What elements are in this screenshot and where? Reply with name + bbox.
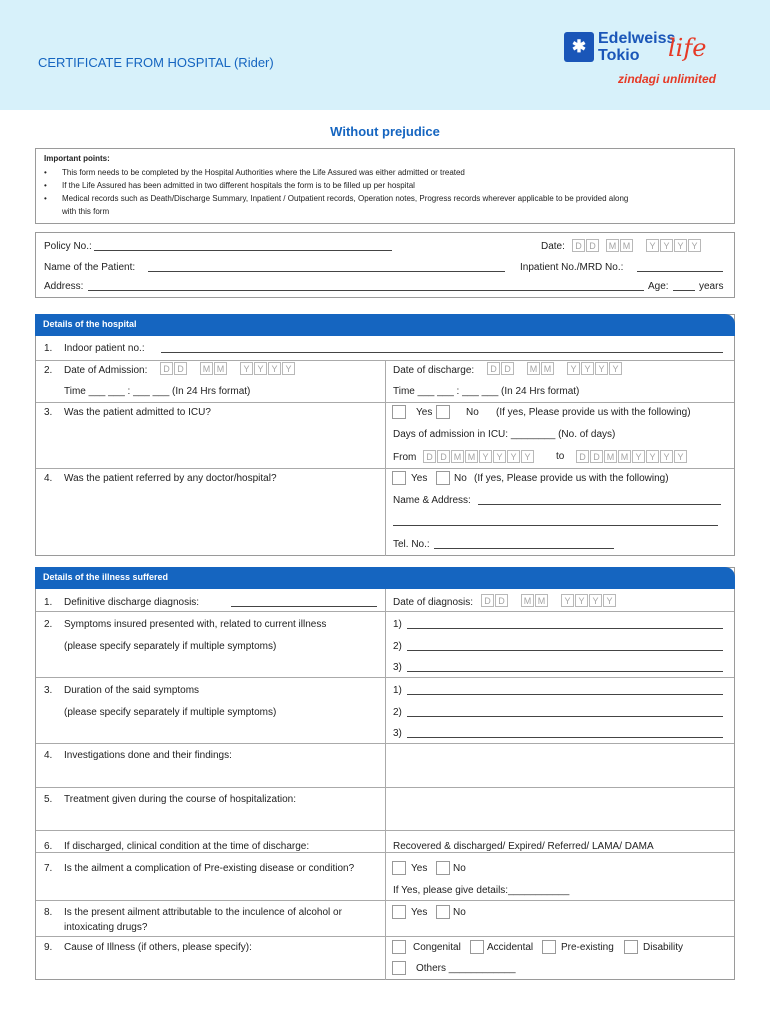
age-field[interactable] — [673, 281, 695, 291]
investigations-field[interactable] — [386, 744, 734, 787]
name-address-field-2[interactable] — [393, 516, 718, 526]
age-label: Age: — [648, 281, 669, 292]
diagnosis-date-label: Date of diagnosis: — [393, 597, 474, 608]
diagnosis-label: Definitive discharge diagnosis: — [64, 597, 200, 608]
logo-line1: Edelweiss — [598, 30, 676, 47]
important-points-box: Important points: • This form needs to be completed by the Hospital Authorities where the Life Assured was either admitted or treated • If the Life Assured has been admitted in two different hospitals the form is to be filled up per hospital • Medical records such as Death/Discharge Summary, Inpatient / Outpatient records, Operation notes, Progress records wherever applicable to be provided along with this form — [35, 148, 735, 224]
icu-from-date[interactable]: D D M M Y Y Y Y — [423, 450, 535, 463]
icu-days[interactable]: Days of admission in ICU: ________ (No. of days) — [393, 429, 616, 440]
icu-question: Was the patient admitted to ICU? — [64, 407, 211, 418]
cause-question: Cause of Illness (if others, please specify): — [64, 942, 252, 953]
illness-section — [35, 567, 735, 980]
item-number: 1) — [393, 619, 402, 630]
icu-to-date[interactable]: D D M M Y Y Y Y — [576, 450, 688, 463]
item-number: 2) — [393, 707, 402, 718]
symptom-field-3[interactable] — [407, 662, 723, 672]
alcohol-question-cont: intoxicating drugs? — [64, 922, 148, 933]
preexisting-label: Pre-existing — [561, 942, 614, 953]
tel-field[interactable] — [434, 539, 614, 549]
address-field[interactable] — [88, 281, 644, 291]
others-checkbox[interactable] — [392, 961, 406, 975]
referral-yes-checkbox[interactable] — [392, 471, 406, 485]
q-number: 5. — [44, 794, 53, 805]
referral-question: Was the patient referred by any doctor/hospital? — [64, 473, 277, 484]
referral-hint: (If yes, Please provide us with the following) — [474, 473, 669, 484]
illness-section-heading: Details of the illness suffered — [35, 567, 735, 589]
logo-script: life — [668, 34, 707, 62]
no-label: No — [466, 407, 479, 418]
no-label: No — [454, 473, 467, 484]
duration-sub: (please specify separately if multiple symptoms) — [64, 707, 277, 718]
indoor-patient-label: Indoor patient no.: — [64, 343, 145, 354]
disability-checkbox[interactable] — [624, 940, 638, 954]
congenital-checkbox[interactable] — [392, 940, 406, 954]
yes-label: Yes — [411, 907, 428, 918]
q-number: 2. — [44, 365, 53, 376]
brand-logo — [564, 30, 734, 92]
policy-no-field[interactable] — [94, 241, 392, 251]
logo-line2: Tokio — [598, 47, 640, 64]
icu-no-checkbox[interactable] — [436, 405, 450, 419]
clinical-condition-options[interactable]: Recovered & discharged/ Expired/ Referred/ LAMA/ DAMA — [393, 841, 654, 852]
important-heading: Important points: — [44, 154, 110, 163]
preexisting-no-checkbox[interactable] — [436, 861, 450, 875]
star-icon: ✱ — [564, 32, 594, 62]
no-label: No — [453, 907, 466, 918]
q-number: 9. — [44, 942, 53, 953]
discharge-time[interactable]: Time ___ ___ : ___ ___ (In 24 Hrs format) — [393, 386, 580, 397]
preexisting-yes-checkbox[interactable] — [392, 861, 406, 875]
inpatient-no-field[interactable] — [637, 262, 723, 272]
name-address-label: Name & Address: — [393, 495, 471, 506]
alcohol-yes-checkbox[interactable] — [392, 905, 406, 919]
discharge-date-field[interactable]: D D M M Y Y Y Y — [487, 362, 623, 375]
admission-time[interactable]: Time ___ ___ : ___ ___ (In 24 Hrs format) — [64, 386, 251, 397]
to-label: to — [556, 451, 565, 462]
policy-no-label: Policy No.: — [44, 241, 92, 252]
date-field[interactable]: D D M M Y Y Y Y — [572, 239, 702, 252]
admission-date-label: Date of Admission: — [64, 365, 148, 376]
inpatient-no-label: Inpatient No./MRD No.: — [520, 262, 624, 273]
q-number: 4. — [44, 750, 53, 761]
alcohol-no-checkbox[interactable] — [436, 905, 450, 919]
investigations-label: Investigations done and their findings: — [64, 750, 232, 761]
q-number: 8. — [44, 907, 53, 918]
subtitle: Without prejudice — [330, 124, 440, 139]
duration-label: Duration of the said symptoms — [64, 685, 200, 696]
treatment-label: Treatment given during the course of hospitalization: — [64, 794, 296, 805]
congenital-label: Congenital — [413, 942, 461, 953]
symptom-field-1[interactable] — [407, 619, 723, 629]
indoor-patient-field[interactable] — [161, 343, 723, 353]
date-label: Date: — [541, 241, 565, 252]
from-label: From — [393, 452, 417, 463]
tel-label: Tel. No.: — [393, 539, 430, 550]
policy-details-box — [35, 232, 735, 298]
yes-label: Yes — [411, 863, 428, 874]
address-label: Address: — [44, 281, 84, 292]
duration-field-3[interactable] — [407, 728, 723, 738]
accidental-checkbox[interactable] — [470, 940, 484, 954]
yes-label: Yes — [416, 407, 433, 418]
page-title: CERTIFICATE FROM HOSPITAL (Rider) — [38, 55, 274, 70]
disability-label: Disability — [643, 942, 684, 953]
years-label: years — [699, 281, 724, 292]
q-number: 4. — [44, 473, 53, 484]
icu-hint: (If yes, Please provide us with the following) — [496, 407, 691, 418]
preexisting-checkbox[interactable] — [542, 940, 556, 954]
referral-no-checkbox[interactable] — [436, 471, 450, 485]
diagnosis-date-field[interactable]: D D M M Y Y Y Y — [481, 594, 617, 607]
symptom-field-2[interactable] — [407, 641, 723, 651]
item-number: 3) — [393, 728, 402, 739]
preexisting-details[interactable]: If Yes, please give details:___________ — [393, 885, 570, 896]
q-number: 1. — [44, 597, 53, 608]
q-number: 7. — [44, 863, 53, 874]
q-number: 1. — [44, 343, 53, 354]
item-number: 3) — [393, 662, 402, 673]
logo-tagline: zindagi unlimited — [618, 72, 716, 86]
q-number: 2. — [44, 619, 53, 630]
clinical-condition-label: If discharged, clinical condition at the time of discharge: — [64, 841, 310, 852]
hospital-section-heading: Details of the hospital — [35, 314, 735, 336]
duration-field-1[interactable] — [407, 685, 723, 695]
q-number: 3. — [44, 407, 53, 418]
diagnosis-field[interactable] — [231, 597, 377, 607]
item-number: 1) — [393, 685, 402, 696]
discharge-date-label: Date of discharge: — [393, 365, 475, 376]
icu-yes-checkbox[interactable] — [392, 405, 406, 419]
alcohol-question: Is the present ailment attributable to the inculence of alcohol or — [64, 907, 342, 918]
no-label: No — [453, 863, 466, 874]
treatment-field[interactable] — [386, 788, 734, 830]
yes-label: Yes — [411, 473, 428, 484]
symptoms-label: Symptoms insured presented with, related to current illness — [64, 619, 327, 630]
others-label[interactable]: Others ____________ — [416, 963, 516, 974]
preexisting-question: Is the ailment a complication of Pre-existing disease or condition? — [64, 863, 355, 874]
name-address-field[interactable] — [478, 495, 721, 505]
admission-date-field[interactable]: D D M M Y Y Y Y — [160, 362, 296, 375]
item-number: 2) — [393, 641, 402, 652]
patient-name-field[interactable] — [148, 262, 505, 272]
symptoms-sub: (please specify separately if multiple symptoms) — [64, 641, 277, 652]
patient-name-label: Name of the Patient: — [44, 262, 136, 273]
q-number: 6. — [44, 841, 53, 852]
duration-field-2[interactable] — [407, 707, 723, 717]
q-number: 3. — [44, 685, 53, 696]
hospital-section — [35, 314, 735, 556]
accidental-label: Accidental — [487, 942, 534, 953]
